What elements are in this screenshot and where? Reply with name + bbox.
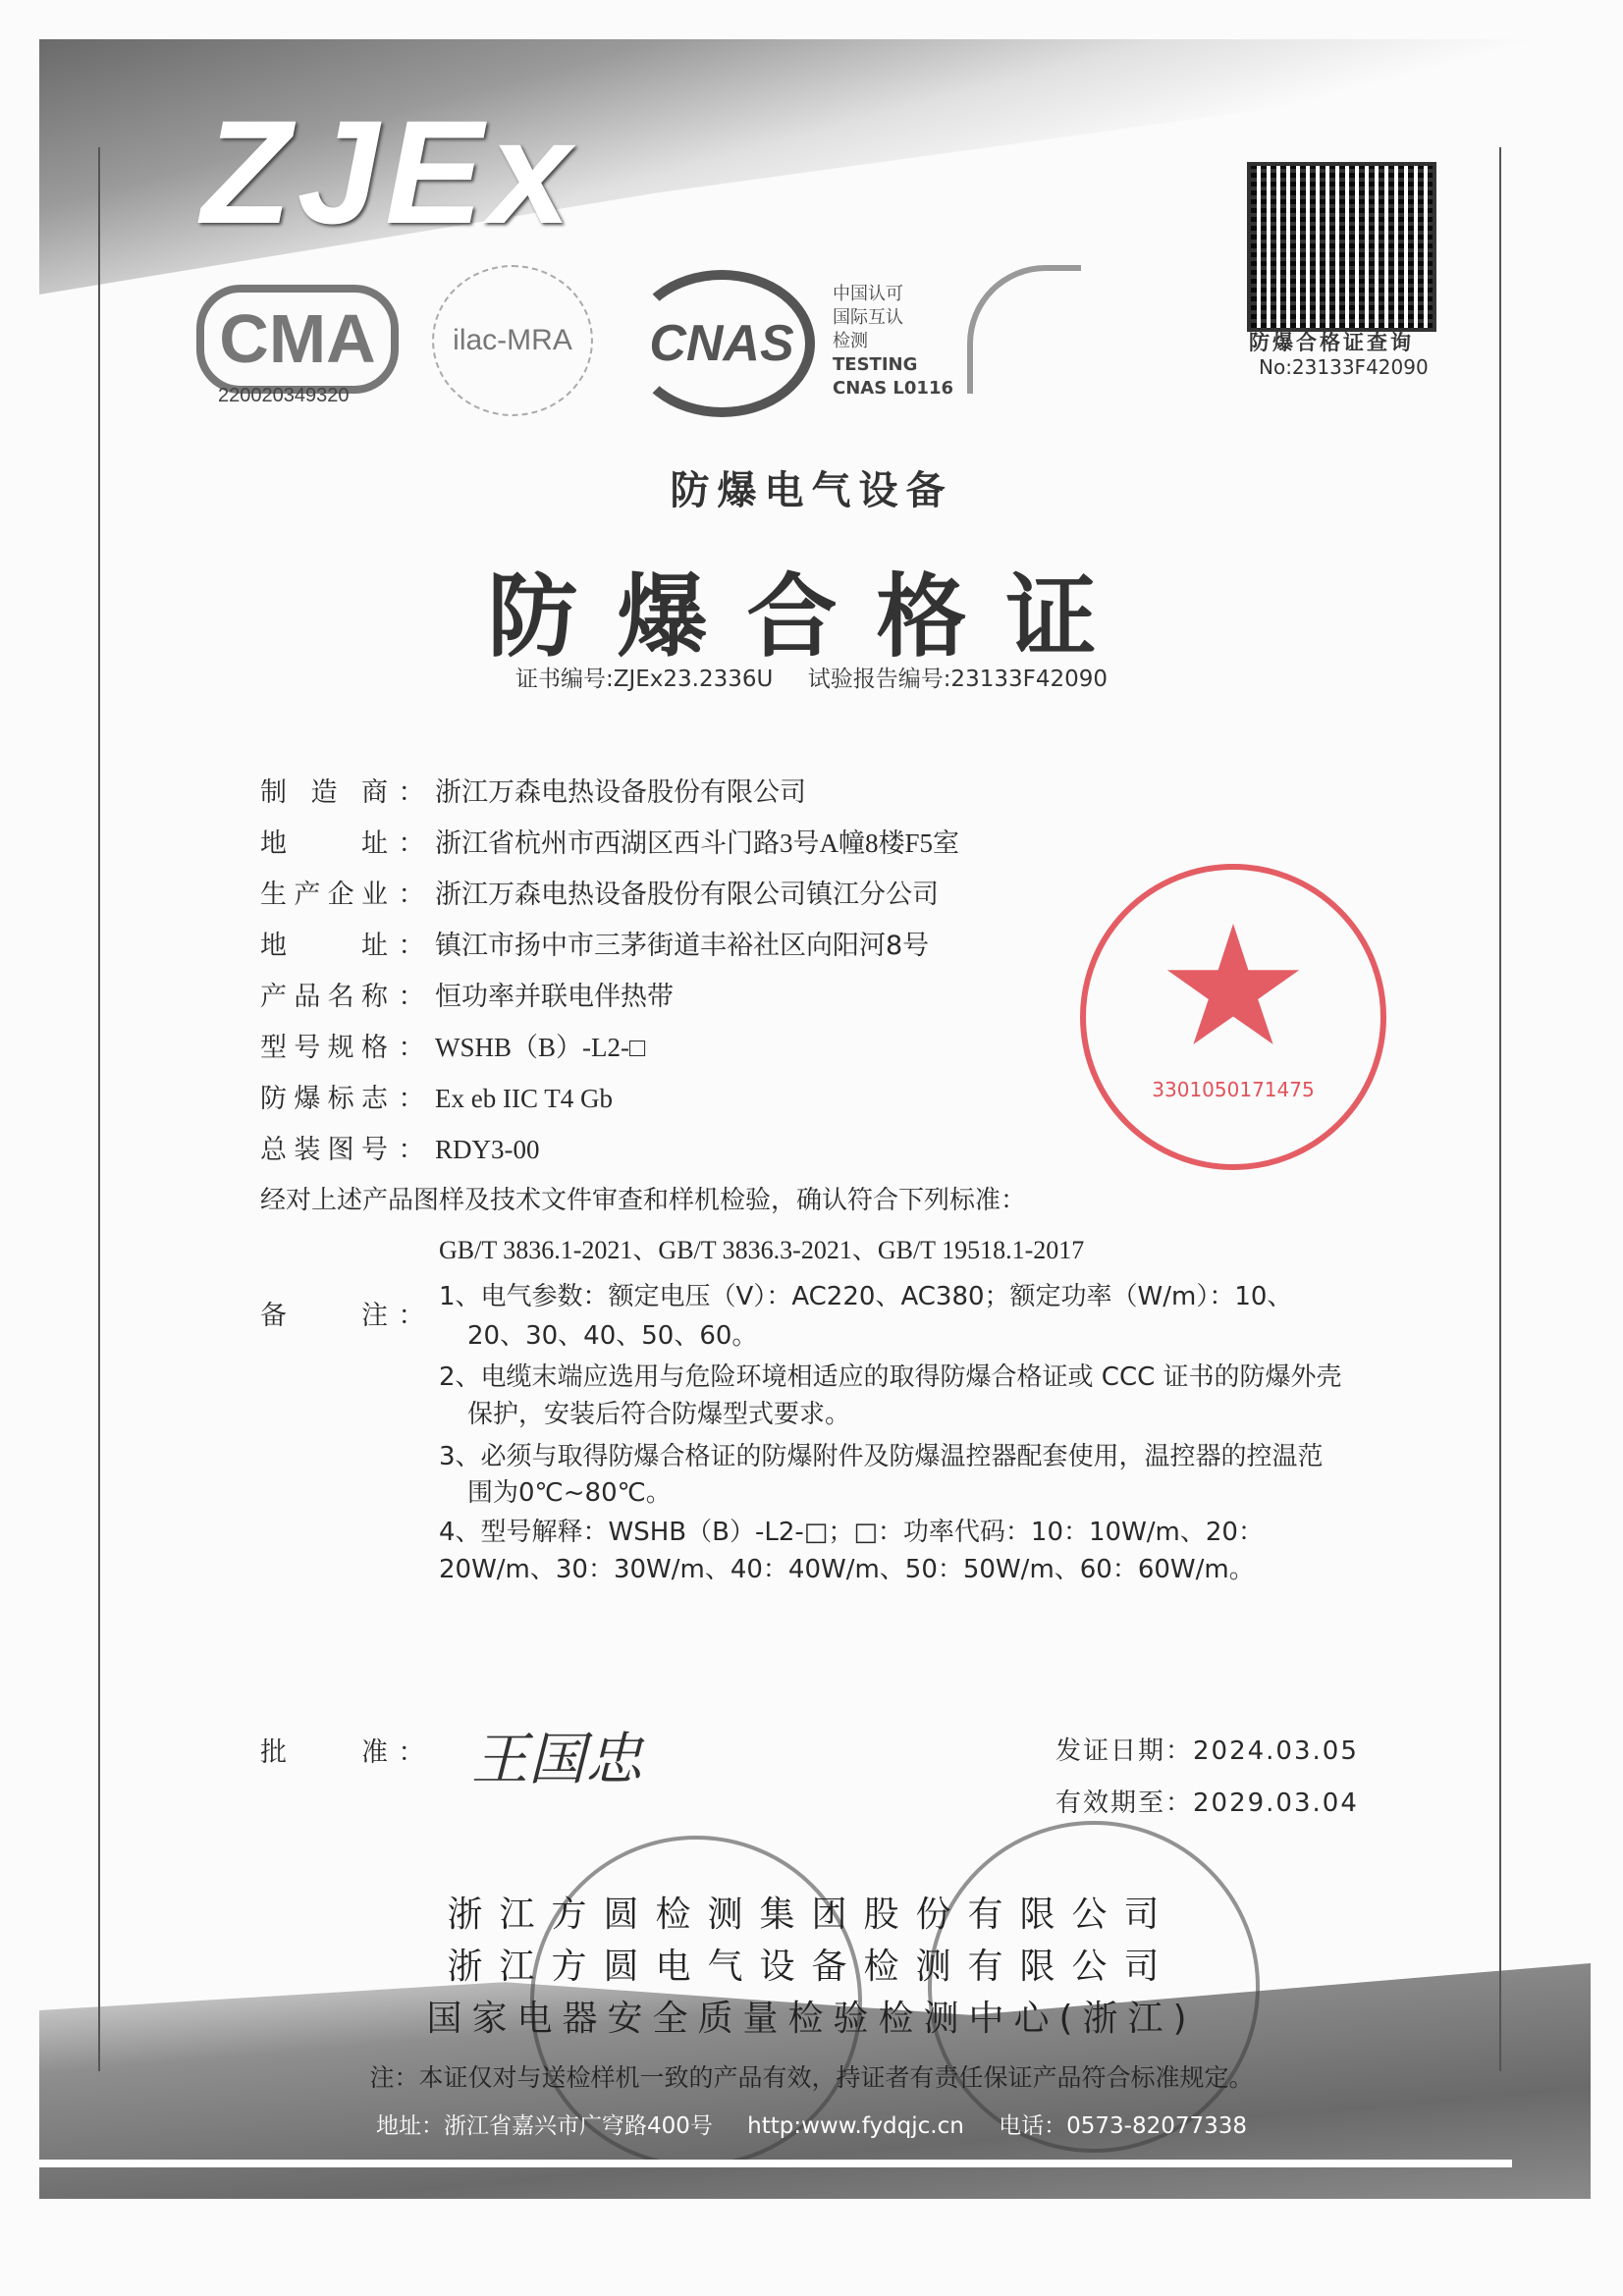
organization-name: 国家电器安全质量检验检测中心(浙江) [426,1999,1197,2039]
field-row [260,924,929,962]
approval-label: 批准 [260,1737,388,1768]
standards: GB/T 3836.1-2021、GB/T 3836.3-2021、GB/T 19518.1-2017 [439,1236,1085,1264]
cma-number: 220020349320 [218,385,350,406]
colon: ： [398,1135,425,1165]
qr-caption: 防爆合格证查询 [1249,331,1414,354]
certificate-numbers [0,661,1623,693]
colon: ： [398,931,425,961]
field-row [260,771,806,809]
colon: ： [398,828,425,859]
remark-line: 围为0℃~80℃。 [467,1478,672,1508]
stamp-number: 3301050171475 [1152,1078,1315,1101]
colon: ： [398,982,425,1012]
remarks-label-row [260,1294,435,1332]
footer-phone: 电话：0573-82077338 [999,2113,1248,2139]
field-label: 地址 [260,828,388,859]
field-label: 型号规格 [260,1033,388,1063]
company-red-stamp [1080,864,1386,1170]
cnas-line: 中国认可 [833,284,903,304]
document-subtitle: 防爆电气设备 [670,468,953,513]
confirmation-text: 经对上述产品图样及技术文件审查和样机检验，确认符合下列标准： [260,1186,1027,1215]
field-label: 生产企业 [260,880,388,910]
cnas-line: TESTING [833,354,918,375]
field-label: 总装图号 [260,1135,388,1165]
field-row [260,1077,613,1115]
organization-name: 浙江方圆检测集团股份有限公司 [447,1895,1176,1935]
colon: ： [398,777,425,808]
field-value: 浙江省杭州市西湖区西斗门路3号A幢8楼F5室 [435,828,960,858]
qr-number: No:23133F42090 [1259,355,1429,379]
cnas-line: 国际互认 [833,307,903,328]
remark-line: 1、电气参数：额定电压（V）：AC220、AC380；额定功率（W/m）：10、 [439,1282,1293,1311]
issue-date: 发证日期：2024.03.05 [1055,1736,1359,1766]
footer-url[interactable]: http:www.fydqjc.cn [747,2113,964,2139]
field-value: Ex eb IIC T4 Gb [435,1084,613,1113]
field-label: 防爆标志 [260,1084,388,1114]
colon: ： [398,1033,425,1063]
approver-signature: 王国忠 [471,1726,643,1792]
remark-line: 20、30、40、50、60。 [467,1321,758,1351]
certificate-number: 证书编号:ZJEx23.2336U [514,667,774,692]
footer-contact [0,2108,1623,2140]
field-value: 浙江万森电热设备股份有限公司镇江分公司 [435,880,939,910]
footer-note: 注：本证仅对与送检样机一致的产品有效，持证者有责任保证产品符合标准规定。 [369,2063,1254,2092]
field-label: 地址 [260,931,388,961]
organization-name: 浙江方圆电气设备检测有限公司 [447,1947,1176,1987]
field-row [260,1128,540,1166]
field-value: 恒功率并联电伴热带 [435,982,674,1012]
report-number: 试验报告编号:23133F42090 [807,667,1108,692]
remark-line: 2、电缆末端应选用与危险环境相适应的取得防爆合格证或 CCC 证书的防爆外壳 [439,1362,1342,1392]
field-label: 制造商 [260,777,388,808]
document-title: 防爆合格证 [487,564,1136,669]
colon: ： [398,1301,425,1331]
field-value: WSHB（B）-L2-□ [435,1033,646,1062]
remark-line: 3、必须与取得防爆合格证的防爆附件及防爆温控器配套使用，温控器的控温范 [439,1442,1324,1471]
field-row [260,1026,645,1064]
footer-address: 地址：浙江省嘉兴市广穹路400号 [375,2113,713,2139]
remarks-label: 备注 [260,1301,388,1331]
remark-line: 4、型号解释：WSHB（B）-L2-□；□：功率代码：10：10W/m、20： [439,1518,1264,1547]
qr-code-icon[interactable] [1247,162,1436,332]
footer-divider [39,2160,1512,2167]
remark-line: 20W/m、30：30W/m、40：40W/m、50：50W/m、60：60W/m。 [439,1555,1255,1584]
approval-row [260,1731,435,1769]
cnas-line: CNAS L0116 [833,378,954,399]
valid-until: 有效期至：2029.03.04 [1055,1789,1359,1818]
ilac-mra-logo: ilac-MRA [432,265,593,416]
star-icon [1164,924,1302,1056]
field-value: 镇江市扬中市三茅街道丰裕社区向阳河8号 [435,931,930,961]
field-value: RDY3-00 [435,1135,540,1164]
cnas-line: 检测 [833,331,868,351]
field-row [260,975,674,1013]
cnas-text [833,283,953,400]
colon: ： [398,1084,425,1114]
colon: ： [398,1737,425,1768]
colon: ： [398,880,425,910]
zjex-brand-logo: ZJEx [201,89,577,254]
field-row [260,873,939,911]
field-row [260,822,959,860]
remark-line: 保护，安装后符合防爆型式要求。 [467,1400,851,1429]
field-label: 产品名称 [260,982,388,1012]
cnas-logo: CNAS [628,270,815,417]
cma-logo: CMA [196,285,399,394]
field-value: 浙江万森电热设备股份有限公司 [435,777,806,808]
